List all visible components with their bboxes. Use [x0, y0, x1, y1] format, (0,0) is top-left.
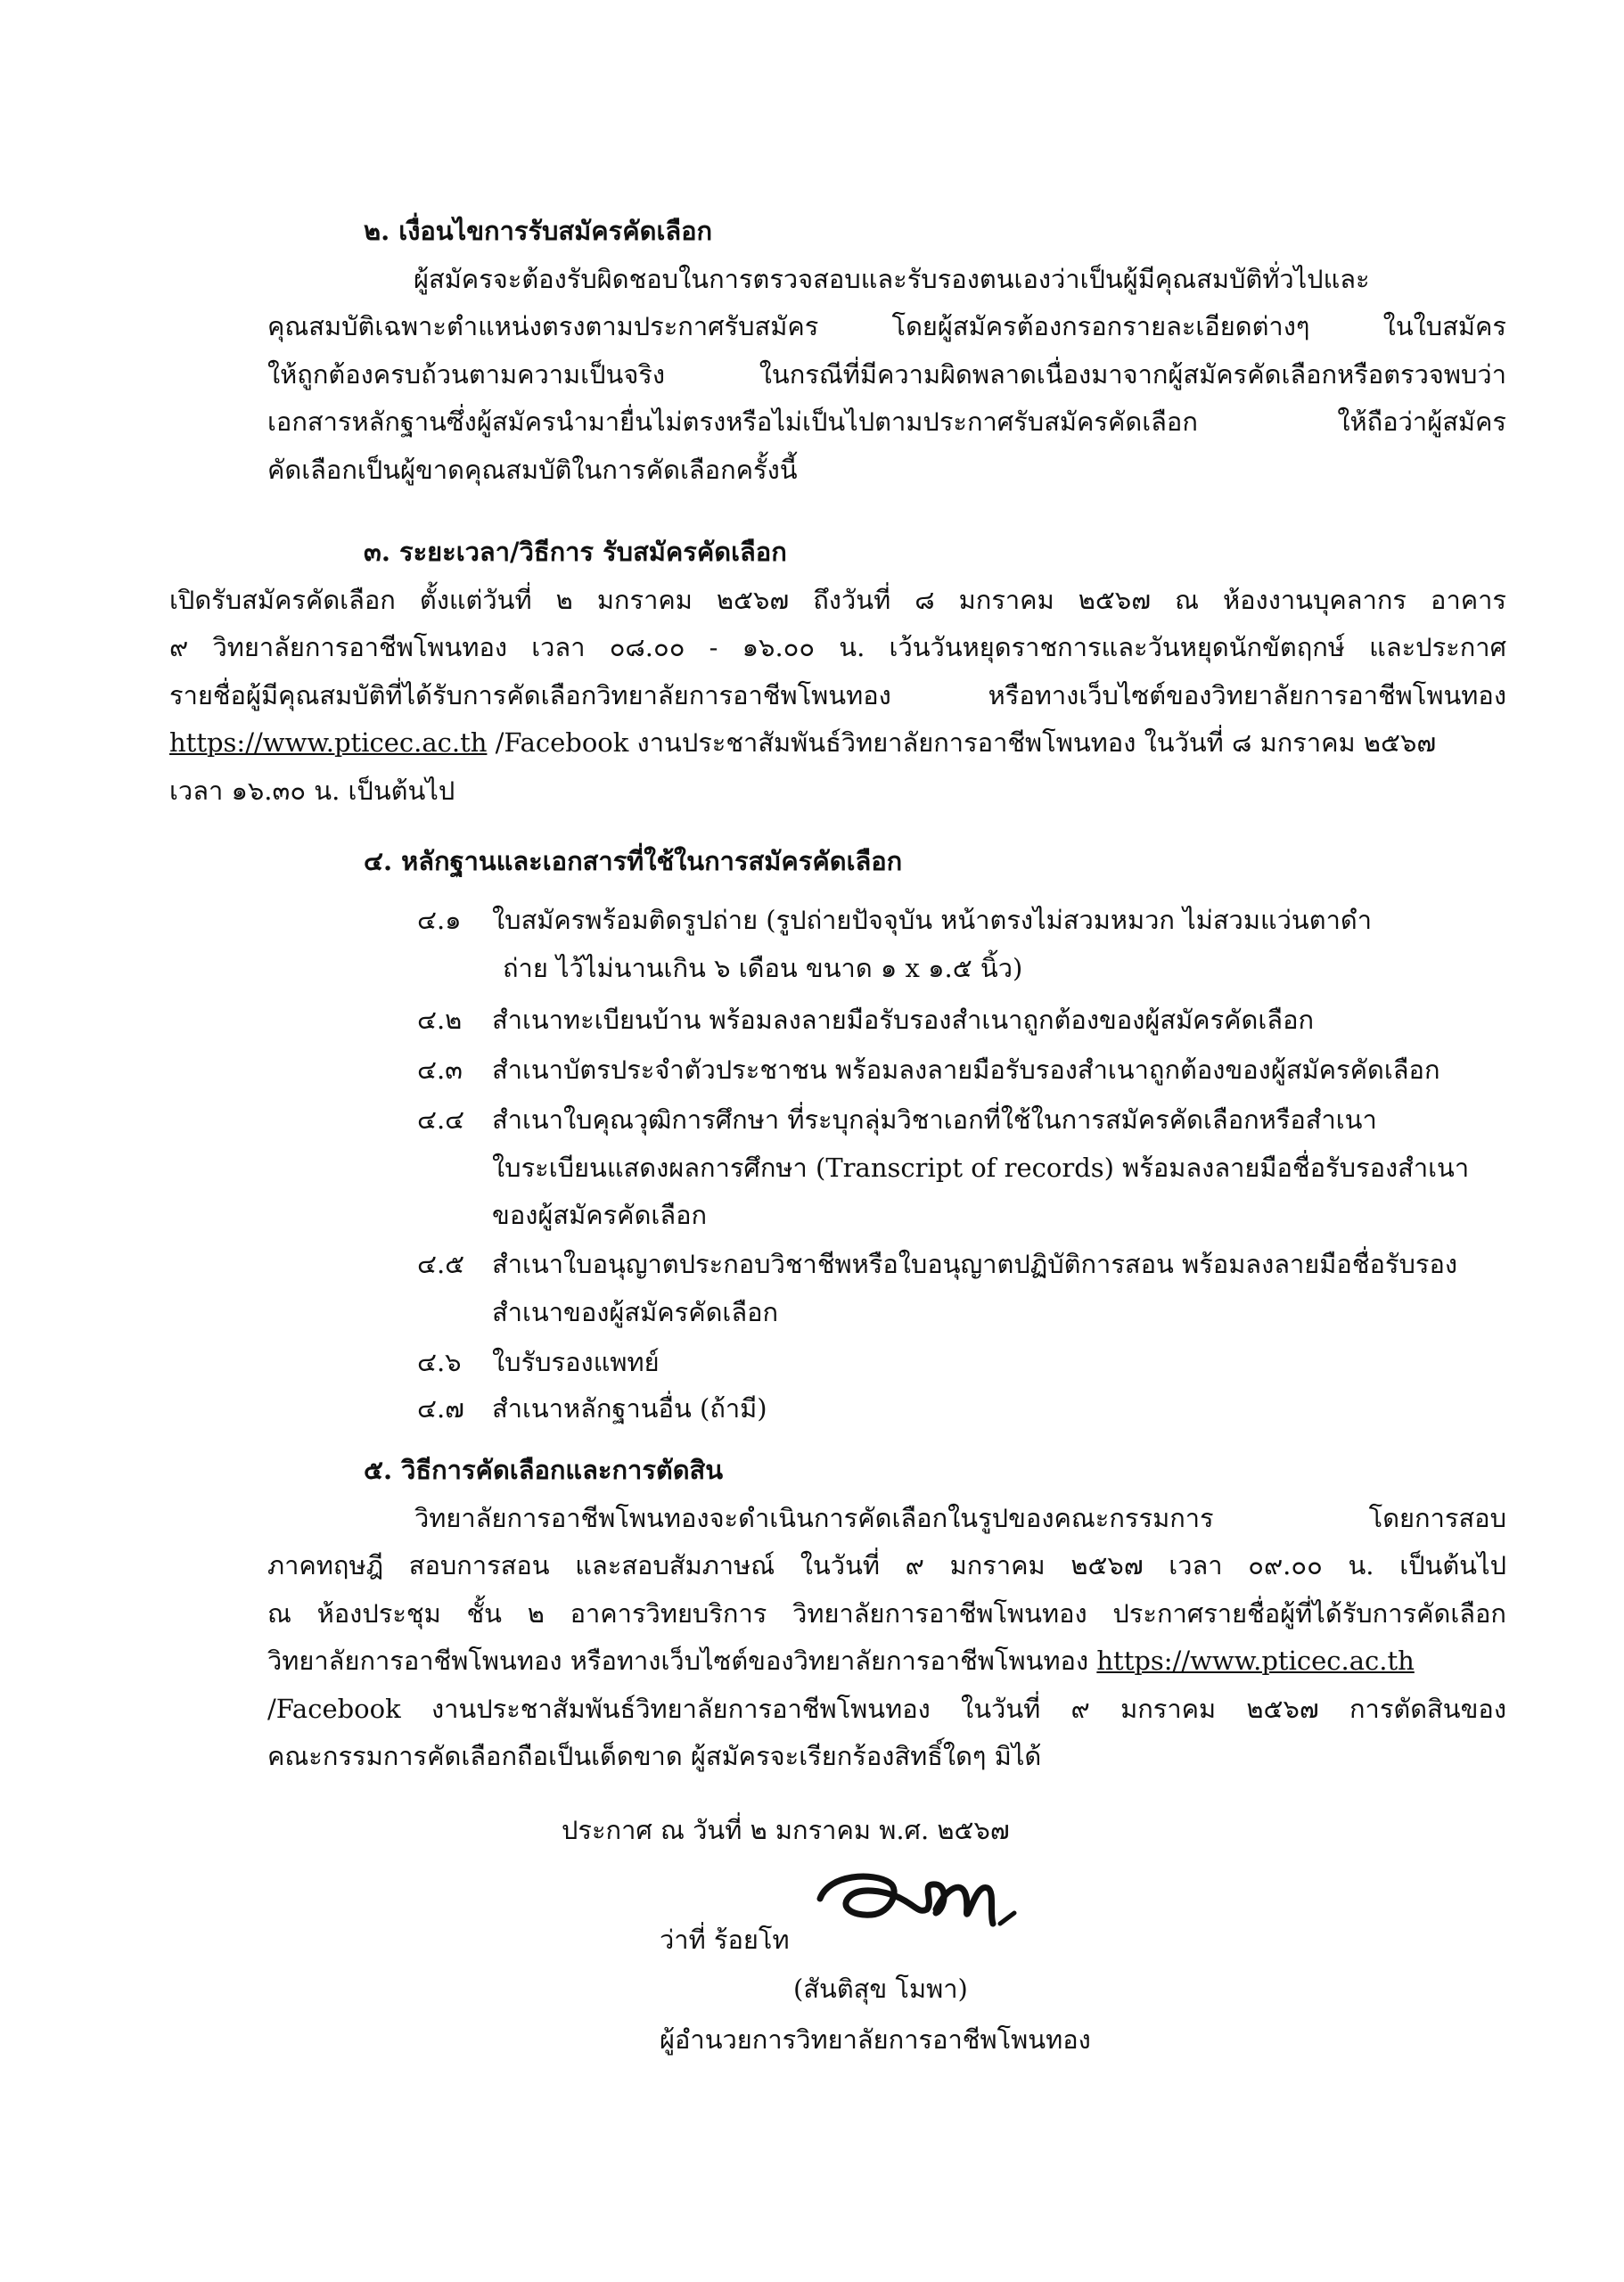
doc-item-number: ๔.๒ — [417, 1005, 463, 1035]
section-3-link-tail: /Facebook งานประชาสัมพันธ์วิทยาลัยการอาชีพโพนทอง ในวันที่ ๘ มกราคม ๒๕๖๗ — [487, 727, 1437, 758]
section-5-heading: ๕. วิธีการคัดเลือกและการตัดสิน — [364, 1455, 724, 1485]
section-4 — [169, 838, 1506, 1426]
signature-block — [660, 1827, 1159, 2015]
section-5-line-1: วิทยาลัยการอาชีพโพนทองจะดำเนินการคัดเลือกในรูปของคณะกรรมการ โดยการสอบ — [414, 1502, 1506, 1533]
website-link[interactable]: https://www.pticec.ac.th — [169, 727, 488, 758]
section-2-line-3: ให้ถูกต้องครบถ้วนตามความเป็นจริง ในกรณีที่มีความผิดพลาดเนื่องมาจากผู้สมัครคัดเลือกหรือตรวจพบว่า — [267, 358, 1506, 390]
doc-item-text — [492, 1241, 1457, 1336]
doc-item-line: ใบสมัครพร้อมติดรูปถ่าย (รูปถ่ายปัจจุบัน หน้าตรงไม่สวมหมวก ไม่สวมแว่นตาดำ — [492, 905, 1372, 935]
doc-item-text — [492, 1339, 660, 1387]
doc-item-line: สำเนาบัตรประจำตัวประชาชน พร้อมลงลายมือรับรองสำเนาถูกต้องของผู้สมัครคัดเลือก — [492, 1055, 1440, 1085]
section-3-line-3: รายชื่อผู้มีคุณสมบัติที่ได้รับการคัดเลือกวิทยาลัยการอาชีพโพนทอง หรือทางเว็บไซต์ของวิทยาลัยการอาชีพโพนทอง — [169, 679, 1506, 710]
section-2-line-4: เอกสารหลักฐานซึ่งผู้สมัครนำมายื่นไม่ตรงหรือไม่เป็นไปตามประกาศรับสมัครคัดเลือก ให้ถือว่าผู้สมัคร — [267, 406, 1506, 437]
section-5-line-6: คณะกรรมการคัดเลือกถือเป็นเด็ดขาด ผู้สมัครจะเรียกร้องสิทธิ์ใดๆ มิได้ — [267, 1741, 1042, 1771]
doc-item-number: ๔.๑ — [417, 905, 462, 935]
doc-item-text — [492, 997, 1314, 1045]
doc-item-line: ของผู้สมัครคัดเลือก — [492, 1200, 708, 1230]
section-5 — [169, 1447, 1506, 1781]
signer-position-block — [660, 2016, 1091, 2064]
section-2-heading: ๒. เงื่อนไขการรับสมัครคัดเลือก — [364, 216, 713, 246]
doc-item-line: ใบระเบียนแสดงผลการศึกษา (Transcript of records) พร้อมลงลายมือชื่อรับรองสำเนา — [492, 1152, 1470, 1183]
doc-item-text — [492, 897, 1372, 992]
signer-rank: ว่าที่ ร้อยโท — [660, 1925, 790, 1955]
handwritten-signature — [802, 1820, 1034, 1954]
doc-item-line: สำเนาใบคุณวุฒิการศึกษา ที่ระบุกลุ่มวิชาเอกที่ใช้ในการสมัครคัดเลือกหรือสำเนา — [492, 1104, 1377, 1135]
section-3-line-5: เวลา ๑๖.๓๐ น. เป็นต้นไป — [169, 775, 455, 806]
doc-item-number: ๔.๓ — [417, 1055, 463, 1085]
section-5-line-4-prefix: วิทยาลัยการอาชีพโพนทอง หรือทางเว็บไซต์ของวิทยาลัยการอาชีพโพนทอง — [267, 1646, 1097, 1676]
section-4-heading: ๔. หลักฐานและเอกสารที่ใช้ในการสมัครคัดเลือก — [364, 846, 903, 876]
doc-item-number: ๔.๖ — [417, 1347, 462, 1377]
section-3-line-2: ๙ วิทยาลัยการอาชีพโพนทอง เวลา ๐๘.๐๐ - ๑๖.๐๐ น. เว้นวันหยุดราชการและวันหยุดนักขัตฤกษ์ และประกาศ — [169, 632, 1506, 662]
doc-item-line: ถ่าย ไว้ไม่นานเกิน ๖ เดือน ขนาด ๑ x ๑.๕ นิ้ว) — [503, 952, 1023, 983]
doc-item-text — [492, 1096, 1469, 1240]
doc-item-text — [492, 1047, 1440, 1095]
section-2-line-1: ผู้สมัครจะต้องรับผิดชอบในการตรวจสอบและรับรองตนเองว่าเป็นผู้มีคุณสมบัติทั่วไปและ — [414, 263, 1370, 294]
section-5-line-3: ณ ห้องประชุม ชั้น ๒ อาคารวิทยบริการ วิทยาลัยการอาชีพโพนทอง ประกาศรายชื่อผู้ที่ได้รับการคัดเลือก — [267, 1597, 1506, 1629]
doc-item-text — [492, 1385, 767, 1433]
doc-item-number: ๔.๗ — [417, 1393, 464, 1424]
section-2 — [169, 208, 1506, 494]
doc-item-line: สำเนาทะเบียนบ้าน พร้อมลงลายมือรับรองสำเนาถูกต้องของผู้สมัครคัดเลือก — [492, 1005, 1315, 1035]
section-2-line-5: คัดเลือกเป็นผู้ขาดคุณสมบัติในการคัดเลือกครั้งนี้ — [267, 454, 798, 485]
section-3-line-1: เปิดรับสมัครคัดเลือก ตั้งแต่วันที่ ๒ มกราคม ๒๕๖๗ ถึงวันที่ ๘ มกราคม ๒๕๖๗ ณ ห้องงานบุคลากร อาคาร — [169, 584, 1506, 615]
website-link-2[interactable]: https://www.pticec.ac.th — [1096, 1646, 1415, 1676]
doc-item-line: สำเนาใบอนุญาตประกอบวิชาชีพหรือใบอนุญาตปฏิบัติการสอน พร้อมลงลายมือชื่อรับรอง — [492, 1249, 1458, 1279]
section-3-heading: ๓. ระยะเวลา/วิธีการ รับสมัครคัดเลือก — [364, 537, 787, 567]
section-3 — [169, 529, 1506, 815]
section-5-line-4 — [267, 1638, 1506, 1686]
doc-item-number: ๔.๕ — [417, 1249, 465, 1279]
announcement-date-text: ประกาศ ณ วันที่ ๒ มกราคม พ.ศ. ๒๕๖๗ — [562, 1815, 1010, 1845]
doc-item-line: ใบรับรองแพทย์ — [492, 1347, 660, 1377]
signer-name: (สันติสุข โมพา) — [793, 1974, 968, 2004]
section-3-line-4 — [169, 719, 1506, 768]
section-5-line-2: ภาคทฤษฎี สอบการสอน และสอบสัมภาษณ์ ในวันที่ ๙ มกราคม ๒๕๖๗ เวลา ๐๙.๐๐ น. เป็นต้นไป — [267, 1550, 1506, 1580]
section-2-line-2: คุณสมบัติเฉพาะตำแหน่งตรงตามประกาศรับสมัคร โดยผู้สมัครต้องกรอกรายละเอียดต่างๆ ในใบสมัคร — [267, 311, 1506, 341]
signer-position: ผู้อำนวยการวิทยาลัยการอาชีพโพนทอง — [660, 2024, 1091, 2055]
section-5-line-5: /Facebook งานประชาสัมพันธ์วิทยาลัยการอาชีพโพนทอง ในวันที่ ๙ มกราคม ๒๕๖๗ การตัดสินของ — [267, 1693, 1506, 1724]
doc-item-line: สำเนาหลักฐานอื่น (ถ้ามี) — [492, 1393, 767, 1424]
doc-item-number: ๔.๔ — [417, 1104, 465, 1135]
doc-item-line: สำเนาของผู้สมัครคัดเลือก — [492, 1296, 779, 1327]
